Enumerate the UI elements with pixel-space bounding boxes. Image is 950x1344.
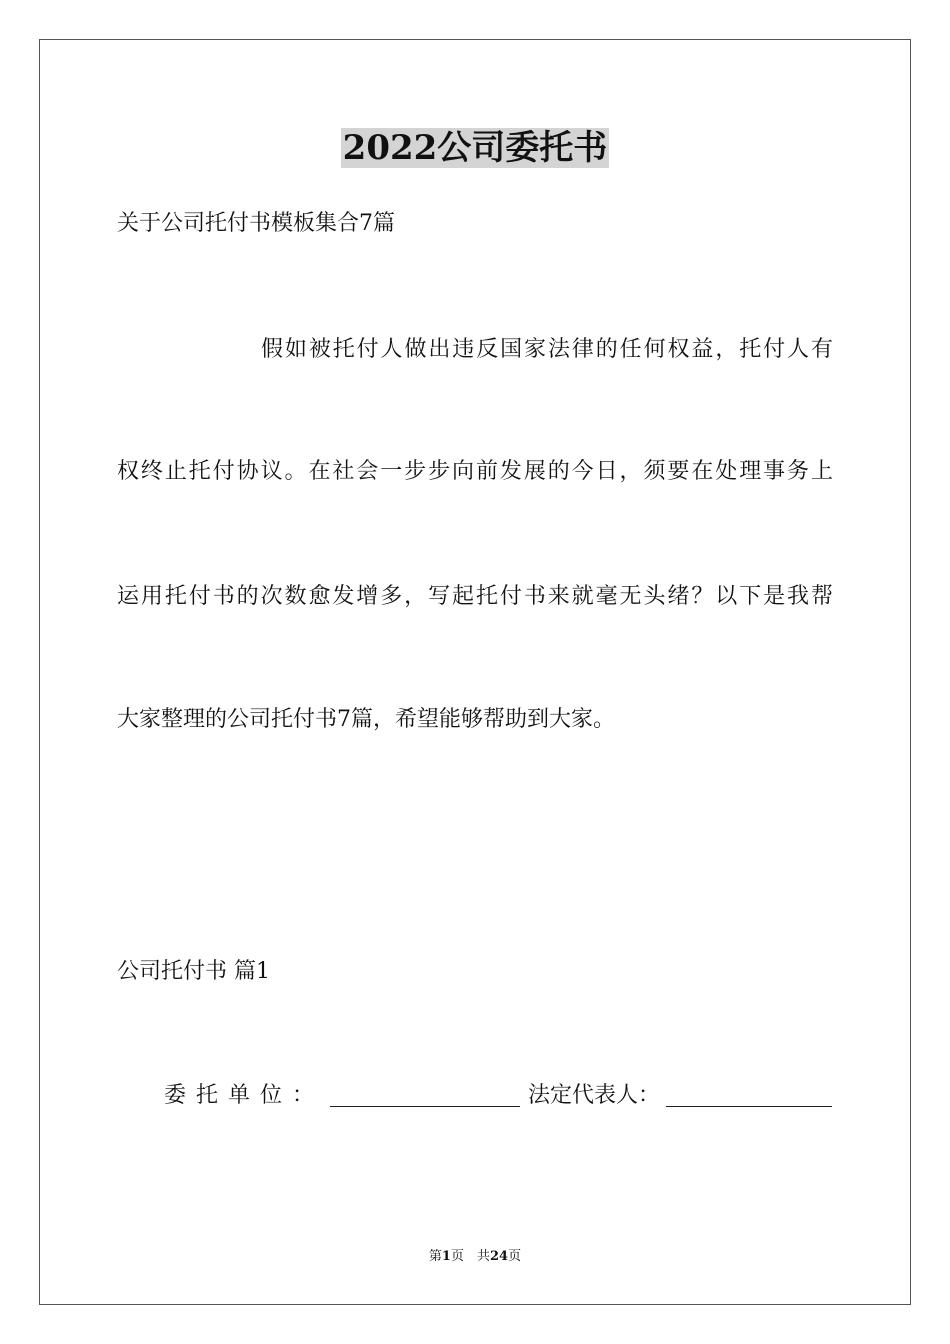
- page-footer: [0, 1248, 950, 1266]
- footer-current-page: 1: [441, 1249, 451, 1264]
- section-heading: 公司托付书 篇1: [117, 959, 270, 984]
- paragraph-line-3: 运用托付书的次数愈发增多，写起托付书来就毫无头绪？以下是我帮: [117, 584, 833, 609]
- footer-prefix: 第: [428, 1249, 442, 1264]
- unit-blank-line[interactable]: [330, 1082, 520, 1107]
- document-title-text: 2022公司委托书: [342, 128, 608, 168]
- footer-suffix: 页: [508, 1249, 522, 1264]
- paragraph-line-4: 大家整理的公司托付书7篇，希望能够帮助到大家。: [117, 707, 615, 732]
- footer-mid: 页 共: [450, 1249, 490, 1264]
- document-title: [0, 126, 950, 170]
- representative-blank-line[interactable]: [666, 1082, 832, 1107]
- paragraph-line-1: 假如被托付人做出违反国家法律的任何权益，托付人有: [261, 337, 833, 362]
- form-row-unit: [164, 1081, 832, 1111]
- representative-label: 法定代表人：: [528, 1083, 661, 1108]
- document-subtitle: 关于公司托付书模板集合7篇: [117, 211, 395, 236]
- unit-label: 委托单位：: [164, 1083, 325, 1108]
- paragraph-line-2: 权终止托付协议。在社会一步步向前发展的今日，须要在处理事务上: [117, 459, 833, 484]
- footer-total-pages: 24: [489, 1249, 509, 1264]
